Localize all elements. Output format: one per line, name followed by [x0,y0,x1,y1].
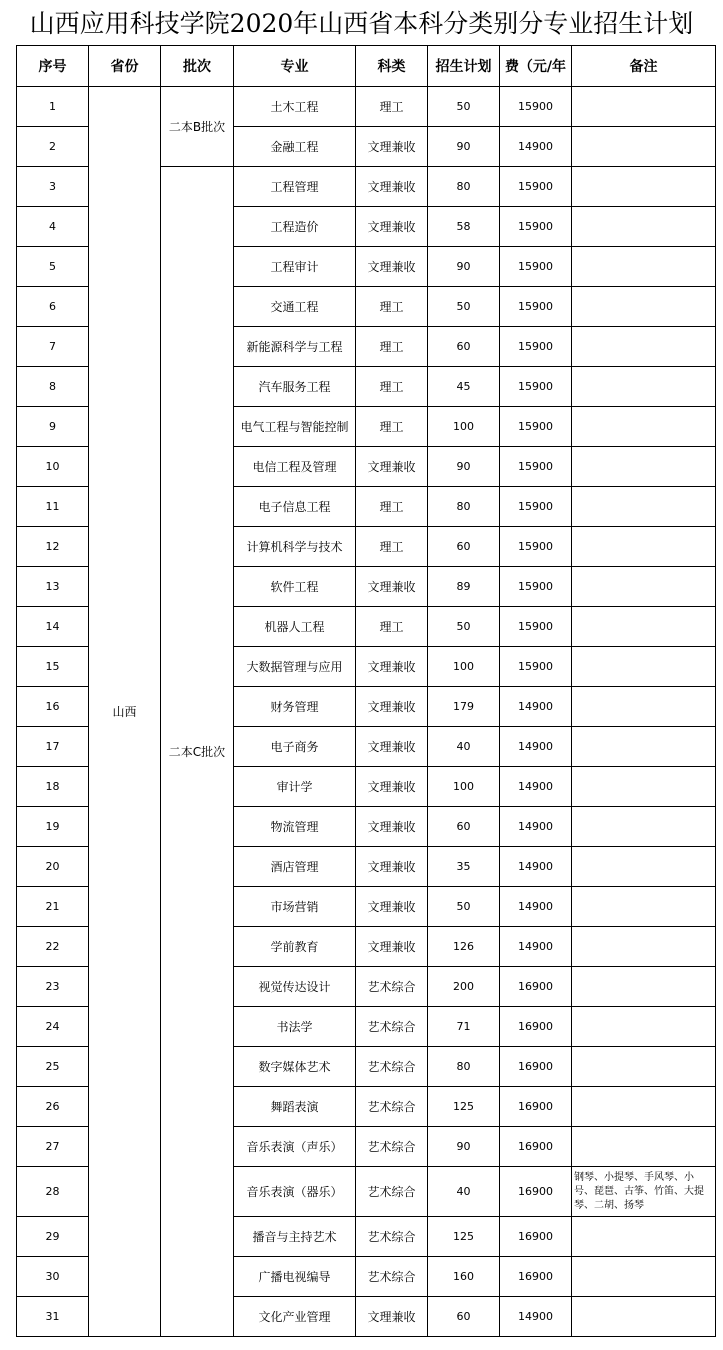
cell-plan: 50 [428,607,500,647]
cell-major: 视觉传达设计 [234,967,356,1007]
cell-plan: 179 [428,687,500,727]
cell-major: 工程审计 [234,247,356,287]
cell-major: 酒店管理 [234,847,356,887]
cell-remark [572,607,716,647]
cell-remark [572,1217,716,1257]
cell-index: 21 [17,887,89,927]
cell-fee: 16900 [500,1257,572,1297]
cell-major: 土木工程 [234,87,356,127]
cell-index: 2 [17,127,89,167]
cell-major: 音乐表演（声乐） [234,1127,356,1167]
cell-plan: 50 [428,287,500,327]
cell-category: 理工 [356,607,428,647]
cell-remark [572,367,716,407]
cell-index: 25 [17,1047,89,1087]
cell-major: 电气工程与智能控制 [234,407,356,447]
cell-fee: 14900 [500,847,572,887]
cell-index: 5 [17,247,89,287]
cell-fee: 15900 [500,207,572,247]
header-province: 省份 [89,46,161,87]
header-major: 专业 [234,46,356,87]
cell-plan: 40 [428,727,500,767]
cell-index: 30 [17,1257,89,1297]
cell-plan: 160 [428,1257,500,1297]
cell-fee: 15900 [500,167,572,207]
cell-plan: 90 [428,1127,500,1167]
cell-fee: 15900 [500,407,572,447]
cell-major: 文化产业管理 [234,1297,356,1337]
cell-fee: 15900 [500,327,572,367]
cell-remark [572,1127,716,1167]
cell-fee: 16900 [500,1167,572,1217]
cell-category: 艺术综合 [356,1047,428,1087]
cell-index: 11 [17,487,89,527]
cell-category: 理工 [356,527,428,567]
cell-remark [572,767,716,807]
cell-remark: 钢琴、小提琴、手风琴、小号、琵琶、古筝、竹笛、大提琴、二胡、扬琴 [572,1167,716,1217]
cell-index: 15 [17,647,89,687]
cell-major: 审计学 [234,767,356,807]
cell-plan: 50 [428,887,500,927]
cell-fee: 15900 [500,287,572,327]
cell-fee: 14900 [500,887,572,927]
cell-remark [572,407,716,447]
cell-province: 山西 [89,87,161,1337]
cell-major: 汽车服务工程 [234,367,356,407]
cell-index: 27 [17,1127,89,1167]
cell-index: 8 [17,367,89,407]
cell-major: 广播电视编导 [234,1257,356,1297]
cell-index: 14 [17,607,89,647]
cell-remark [572,887,716,927]
cell-remark [572,727,716,767]
cell-plan: 100 [428,767,500,807]
cell-fee: 15900 [500,567,572,607]
cell-index: 4 [17,207,89,247]
cell-fee: 15900 [500,647,572,687]
cell-major: 电子信息工程 [234,487,356,527]
cell-category: 艺术综合 [356,1127,428,1167]
cell-fee: 16900 [500,1007,572,1047]
cell-category: 理工 [356,487,428,527]
cell-plan: 35 [428,847,500,887]
cell-category: 文理兼收 [356,127,428,167]
cell-index: 24 [17,1007,89,1047]
cell-remark [572,847,716,887]
cell-category: 文理兼收 [356,847,428,887]
cell-major: 电信工程及管理 [234,447,356,487]
cell-major: 大数据管理与应用 [234,647,356,687]
cell-plan: 200 [428,967,500,1007]
cell-major: 学前教育 [234,927,356,967]
cell-remark [572,327,716,367]
cell-batch: 二本C批次 [161,167,234,1337]
cell-fee: 14900 [500,767,572,807]
cell-remark [572,247,716,287]
cell-index: 7 [17,327,89,367]
cell-category: 理工 [356,367,428,407]
cell-fee: 15900 [500,247,572,287]
cell-plan: 80 [428,487,500,527]
cell-plan: 50 [428,87,500,127]
cell-fee: 15900 [500,527,572,567]
cell-category: 艺术综合 [356,1087,428,1127]
cell-remark [572,807,716,847]
cell-category: 艺术综合 [356,1257,428,1297]
cell-major: 软件工程 [234,567,356,607]
cell-remark [572,87,716,127]
cell-plan: 80 [428,167,500,207]
cell-major: 工程管理 [234,167,356,207]
cell-fee: 15900 [500,87,572,127]
cell-plan: 40 [428,1167,500,1217]
cell-fee: 14900 [500,807,572,847]
cell-remark [572,567,716,607]
cell-index: 22 [17,927,89,967]
cell-plan: 100 [428,407,500,447]
cell-fee: 16900 [500,1217,572,1257]
cell-remark [572,447,716,487]
cell-major: 播音与主持艺术 [234,1217,356,1257]
cell-index: 16 [17,687,89,727]
cell-fee: 16900 [500,1047,572,1087]
cell-category: 文理兼收 [356,247,428,287]
cell-index: 26 [17,1087,89,1127]
cell-fee: 14900 [500,1297,572,1337]
cell-major: 金融工程 [234,127,356,167]
cell-fee: 14900 [500,727,572,767]
cell-index: 10 [17,447,89,487]
cell-plan: 80 [428,1047,500,1087]
cell-category: 艺术综合 [356,967,428,1007]
cell-remark [572,967,716,1007]
cell-index: 20 [17,847,89,887]
cell-category: 理工 [356,87,428,127]
cell-index: 19 [17,807,89,847]
cell-major: 交通工程 [234,287,356,327]
cell-category: 理工 [356,407,428,447]
cell-plan: 126 [428,927,500,967]
cell-remark [572,527,716,567]
cell-category: 文理兼收 [356,447,428,487]
cell-remark [572,287,716,327]
cell-category: 文理兼收 [356,807,428,847]
cell-category: 文理兼收 [356,767,428,807]
cell-category: 文理兼收 [356,727,428,767]
cell-index: 31 [17,1297,89,1337]
cell-plan: 90 [428,127,500,167]
cell-category: 文理兼收 [356,207,428,247]
cell-major: 机器人工程 [234,607,356,647]
cell-plan: 60 [428,1297,500,1337]
cell-remark [572,1257,716,1297]
cell-remark [572,1297,716,1337]
header-remark: 备注 [572,46,716,87]
cell-plan: 58 [428,207,500,247]
cell-remark [572,687,716,727]
cell-category: 文理兼收 [356,887,428,927]
header-index: 序号 [17,46,89,87]
cell-category: 艺术综合 [356,1167,428,1217]
cell-remark [572,927,716,967]
cell-plan: 60 [428,807,500,847]
cell-category: 艺术综合 [356,1007,428,1047]
cell-plan: 71 [428,1007,500,1047]
cell-category: 文理兼收 [356,167,428,207]
cell-fee: 14900 [500,127,572,167]
cell-index: 23 [17,967,89,1007]
cell-plan: 45 [428,367,500,407]
cell-fee: 15900 [500,367,572,407]
cell-major: 工程造价 [234,207,356,247]
cell-index: 9 [17,407,89,447]
cell-remark [572,1007,716,1047]
cell-remark [572,1047,716,1087]
cell-major: 音乐表演（器乐） [234,1167,356,1217]
cell-fee: 14900 [500,927,572,967]
cell-fee: 14900 [500,687,572,727]
cell-category: 文理兼收 [356,687,428,727]
cell-plan: 89 [428,567,500,607]
cell-fee: 16900 [500,1127,572,1167]
header-plan: 招生计划 [428,46,500,87]
cell-index: 18 [17,767,89,807]
cell-batch: 二本B批次 [161,87,234,167]
cell-fee: 15900 [500,447,572,487]
header-fee: 费（元/年 [500,46,572,87]
header-category: 科类 [356,46,428,87]
cell-category: 文理兼收 [356,1297,428,1337]
table-row [17,87,716,127]
enrollment-plan-table [16,45,716,1337]
cell-category: 理工 [356,327,428,367]
cell-major: 市场营销 [234,887,356,927]
page-title: 山西应用科技学院2020年山西省本科分类别分专业招生计划 [29,9,694,38]
header-batch: 批次 [161,46,234,87]
cell-major: 新能源科学与工程 [234,327,356,367]
cell-fee: 15900 [500,487,572,527]
cell-remark [572,1087,716,1127]
cell-plan: 125 [428,1087,500,1127]
cell-major: 物流管理 [234,807,356,847]
cell-major: 书法学 [234,1007,356,1047]
cell-index: 17 [17,727,89,767]
cell-index: 1 [17,87,89,127]
cell-plan: 60 [428,327,500,367]
cell-major: 计算机科学与技术 [234,527,356,567]
cell-remark [572,207,716,247]
cell-category: 文理兼收 [356,567,428,607]
cell-fee: 15900 [500,607,572,647]
cell-major: 财务管理 [234,687,356,727]
cell-major: 数字媒体艺术 [234,1047,356,1087]
cell-index: 3 [17,167,89,207]
cell-category: 文理兼收 [356,647,428,687]
cell-major: 电子商务 [234,727,356,767]
cell-category: 理工 [356,287,428,327]
cell-plan: 60 [428,527,500,567]
cell-index: 6 [17,287,89,327]
table-header-row [17,46,716,87]
cell-index: 29 [17,1217,89,1257]
cell-remark [572,487,716,527]
cell-plan: 125 [428,1217,500,1257]
cell-remark [572,167,716,207]
cell-major: 舞蹈表演 [234,1087,356,1127]
cell-plan: 100 [428,647,500,687]
cell-index: 28 [17,1167,89,1217]
cell-fee: 16900 [500,1087,572,1127]
cell-category: 文理兼收 [356,927,428,967]
cell-fee: 16900 [500,967,572,1007]
cell-plan: 90 [428,247,500,287]
cell-remark [572,127,716,167]
cell-plan: 90 [428,447,500,487]
cell-category: 艺术综合 [356,1217,428,1257]
cell-index: 13 [17,567,89,607]
cell-remark [572,647,716,687]
cell-index: 12 [17,527,89,567]
